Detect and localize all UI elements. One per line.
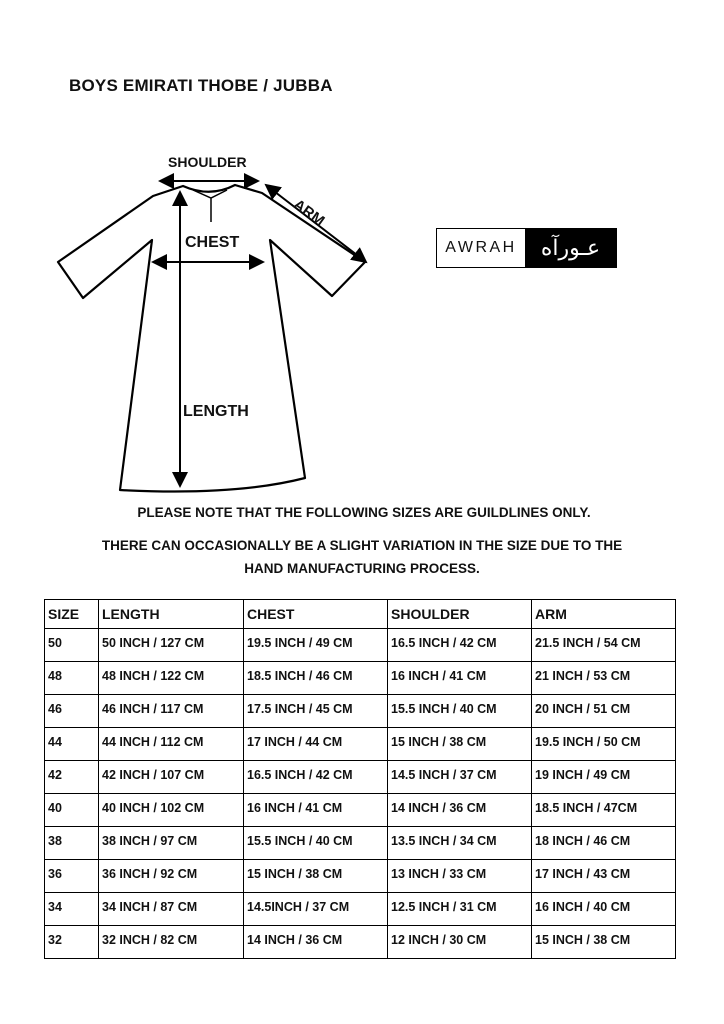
cell-shoulder: 14 INCH / 36 CM [388, 794, 532, 827]
table-row [45, 860, 676, 893]
cell-length: 36 INCH / 92 CM [99, 860, 244, 893]
cell-arm: 20 INCH / 51 CM [532, 695, 676, 728]
cell-chest: 15.5 INCH / 40 CM [244, 827, 388, 860]
cell-length: 34 INCH / 87 CM [99, 893, 244, 926]
header-length: LENGTH [99, 600, 244, 629]
cell-length: 38 INCH / 97 CM [99, 827, 244, 860]
header-size: SIZE [45, 600, 99, 629]
cell-chest: 14.5INCH / 37 CM [244, 893, 388, 926]
cell-arm: 18.5 INCH / 47CM [532, 794, 676, 827]
size-chart-table [44, 599, 676, 959]
cell-length: 48 INCH / 122 CM [99, 662, 244, 695]
cell-length: 50 INCH / 127 CM [99, 629, 244, 662]
neck-opening [193, 190, 227, 222]
brand-logo [436, 228, 617, 268]
cell-chest: 18.5 INCH / 46 CM [244, 662, 388, 695]
table-row [45, 893, 676, 926]
cell-size: 44 [45, 728, 99, 761]
header-arm: ARM [532, 600, 676, 629]
cell-shoulder: 14.5 INCH / 37 CM [388, 761, 532, 794]
table-row [45, 926, 676, 959]
cell-chest: 19.5 INCH / 49 CM [244, 629, 388, 662]
cell-length: 42 INCH / 107 CM [99, 761, 244, 794]
logo-latin-text: AWRAH [437, 229, 525, 267]
cell-size: 36 [45, 860, 99, 893]
length-label: LENGTH [183, 403, 249, 420]
table-row [45, 728, 676, 761]
chest-label: CHEST [185, 234, 240, 251]
cell-shoulder: 16 INCH / 41 CM [388, 662, 532, 695]
cell-length: 40 INCH / 102 CM [99, 794, 244, 827]
table-row [45, 761, 676, 794]
cell-chest: 17.5 INCH / 45 CM [244, 695, 388, 728]
table-row [45, 794, 676, 827]
page-title: BOYS EMIRATI THOBE / JUBBA [69, 76, 333, 95]
cell-chest: 16 INCH / 41 CM [244, 794, 388, 827]
cell-size: 50 [45, 629, 99, 662]
cell-arm: 21.5 INCH / 54 CM [532, 629, 676, 662]
cell-shoulder: 16.5 INCH / 42 CM [388, 629, 532, 662]
cell-length: 32 INCH / 82 CM [99, 926, 244, 959]
cell-size: 42 [45, 761, 99, 794]
table-row [45, 827, 676, 860]
cell-length: 46 INCH / 117 CM [99, 695, 244, 728]
table-row [45, 629, 676, 662]
cell-chest: 15 INCH / 38 CM [244, 860, 388, 893]
cell-length: 44 INCH / 112 CM [99, 728, 244, 761]
cell-arm: 18 INCH / 46 CM [532, 827, 676, 860]
cell-shoulder: 13.5 INCH / 34 CM [388, 827, 532, 860]
thobe-outline [58, 185, 365, 492]
table-header-row [45, 600, 676, 629]
cell-shoulder: 15.5 INCH / 40 CM [388, 695, 532, 728]
cell-arm: 15 INCH / 38 CM [532, 926, 676, 959]
note-line-2: THERE CAN OCCASIONALLY BE A SLIGHT VARIATION IN THE SIZE DUE TO THE [101, 538, 623, 553]
cell-size: 38 [45, 827, 99, 860]
logo-arabic-text: عـورآه [525, 229, 616, 267]
cell-shoulder: 12 INCH / 30 CM [388, 926, 532, 959]
cell-arm: 19 INCH / 49 CM [532, 761, 676, 794]
cell-chest: 14 INCH / 36 CM [244, 926, 388, 959]
cell-shoulder: 15 INCH / 38 CM [388, 728, 532, 761]
table-row [45, 662, 676, 695]
shoulder-label: SHOULDER [168, 154, 247, 170]
header-chest: CHEST [244, 600, 388, 629]
cell-chest: 16.5 INCH / 42 CM [244, 761, 388, 794]
cell-chest: 17 INCH / 44 CM [244, 728, 388, 761]
cell-arm: 17 INCH / 43 CM [532, 860, 676, 893]
cell-arm: 19.5 INCH / 50 CM [532, 728, 676, 761]
cell-arm: 16 INCH / 40 CM [532, 893, 676, 926]
header-shoulder: SHOULDER [388, 600, 532, 629]
cell-size: 40 [45, 794, 99, 827]
table-row [45, 695, 676, 728]
cell-size: 34 [45, 893, 99, 926]
note-line-3: HAND MANUFACTURING PROCESS. [244, 561, 480, 576]
cell-arm: 21 INCH / 53 CM [532, 662, 676, 695]
cell-size: 48 [45, 662, 99, 695]
note-line-1: PLEASE NOTE THAT THE FOLLOWING SIZES ARE GUILDLINES ONLY. [137, 505, 591, 520]
cell-shoulder: 13 INCH / 33 CM [388, 860, 532, 893]
cell-shoulder: 12.5 INCH / 31 CM [388, 893, 532, 926]
arm-label: ARM [290, 196, 328, 230]
cell-size: 46 [45, 695, 99, 728]
cell-size: 32 [45, 926, 99, 959]
